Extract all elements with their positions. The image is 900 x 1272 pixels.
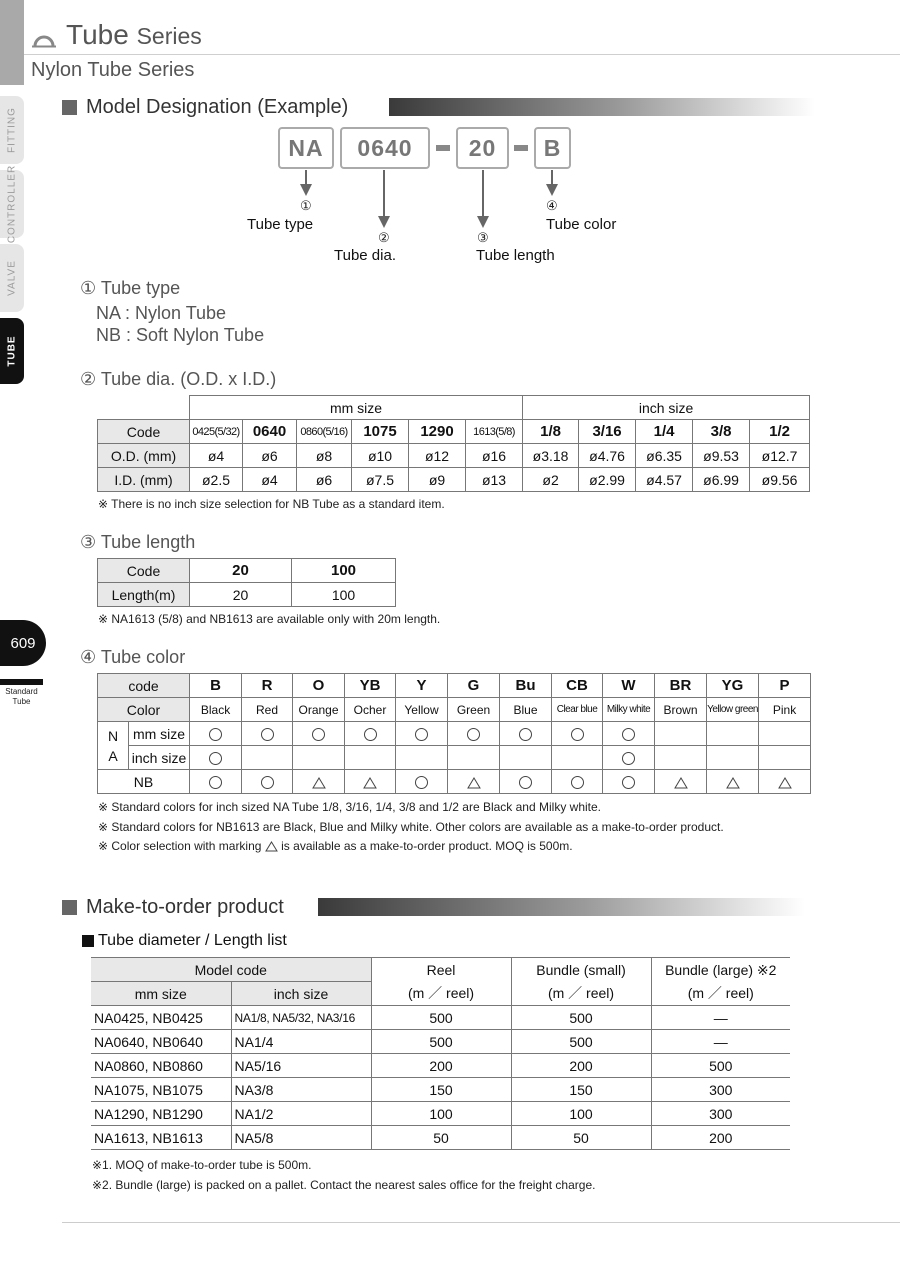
arrow-line bbox=[551, 170, 553, 184]
model-mm-cell: NA0640, NB0640 bbox=[91, 1030, 231, 1054]
subsection-title: Tube diameter / Length list bbox=[98, 932, 287, 949]
circle-icon bbox=[622, 752, 635, 765]
color-name: Ocher bbox=[345, 698, 396, 722]
reel-cell: 500 bbox=[371, 1030, 511, 1054]
label-tube-length: Tube length bbox=[476, 247, 555, 264]
row-label: Code bbox=[98, 559, 190, 583]
circle-icon bbox=[415, 728, 428, 741]
model-mm-cell: NA0425, NB0425 bbox=[91, 1006, 231, 1030]
page-title: Tube Series bbox=[66, 19, 202, 50]
availability-cell bbox=[345, 770, 396, 794]
color-name-row bbox=[98, 698, 811, 722]
od-cell: ø8 bbox=[297, 444, 352, 468]
availability-cell bbox=[707, 746, 759, 770]
circle-icon bbox=[209, 776, 222, 789]
color-code: Bu bbox=[500, 674, 552, 698]
mto-note-2: ※2. Bundle (large) is packed on a pallet. Contact the nearest sales office for the freight charge. bbox=[92, 1178, 596, 1192]
table-row bbox=[91, 1102, 790, 1126]
circle-icon bbox=[209, 752, 222, 765]
header-bundle-small: Bundle (small) (m ／ reel) bbox=[511, 958, 651, 1006]
label-tube-color: Tube color bbox=[546, 216, 617, 233]
color-name: Black bbox=[190, 698, 242, 722]
category-label: Standard Tube bbox=[5, 687, 38, 706]
availability-cell bbox=[707, 770, 759, 794]
mto-note-1: ※1. MOQ of make-to-order tube is 500m. bbox=[92, 1158, 312, 1172]
color-name: Yellow green bbox=[707, 698, 759, 722]
code-cell: 3/8 bbox=[693, 420, 750, 444]
tube-icon bbox=[32, 28, 56, 48]
arrow-down-icon bbox=[546, 184, 558, 196]
bundle-large-cell: 200 bbox=[651, 1126, 790, 1150]
subsection-square bbox=[82, 935, 94, 947]
id-cell: ø2.5 bbox=[190, 468, 243, 492]
availability-cell bbox=[396, 746, 448, 770]
model-inch-cell: NA5/8 bbox=[231, 1126, 371, 1150]
make-to-order-table bbox=[91, 957, 790, 1150]
arrow-line bbox=[383, 170, 385, 216]
row-label: NB bbox=[98, 770, 190, 794]
availability-cell bbox=[500, 746, 552, 770]
availability-cell bbox=[655, 770, 707, 794]
circle-icon bbox=[312, 728, 325, 741]
heading-tube-dia: ② Tube dia. (O.D. x I.D.) bbox=[80, 369, 277, 389]
tube-dia-note: ※ There is no inch size selection for NB Tube as a standard item. bbox=[98, 497, 445, 511]
color-name: Orange bbox=[293, 698, 345, 722]
side-tab-controller[interactable]: CONTROLLER bbox=[0, 170, 24, 238]
code-cell: 1613(5/8) bbox=[466, 420, 523, 444]
section-gradient-bar bbox=[389, 98, 815, 116]
bundle-small-cell: 500 bbox=[511, 1006, 651, 1030]
availability-cell bbox=[345, 746, 396, 770]
availability-cell bbox=[448, 722, 500, 746]
color-code: G bbox=[448, 674, 500, 698]
circle-icon bbox=[415, 776, 428, 789]
od-cell: ø10 bbox=[352, 444, 409, 468]
availability-cell bbox=[293, 722, 345, 746]
id-cell: ø2 bbox=[523, 468, 579, 492]
tube-color-note: ※ Standard colors for NB1613 are Black, Blue and Milky white. Other colors are available as a make-to-order product. bbox=[98, 820, 724, 834]
od-cell: ø16 bbox=[466, 444, 523, 468]
bundle-small-cell: 50 bbox=[511, 1126, 651, 1150]
id-cell: ø6 bbox=[297, 468, 352, 492]
table-row bbox=[91, 1006, 790, 1030]
color-name: Brown bbox=[655, 698, 707, 722]
label-number: ③ bbox=[477, 230, 489, 245]
code-box-dia: 0640 bbox=[340, 127, 430, 169]
availability-cell bbox=[500, 770, 552, 794]
circle-icon bbox=[519, 728, 532, 741]
circle-icon bbox=[209, 728, 222, 741]
circle-icon bbox=[467, 728, 480, 741]
row-label: Length(m) bbox=[98, 583, 190, 607]
code-box-length: 20 bbox=[456, 127, 509, 169]
triangle-icon bbox=[778, 777, 792, 789]
availability-cell bbox=[396, 722, 448, 746]
label-tube-dia: Tube dia. bbox=[334, 247, 396, 264]
triangle-icon bbox=[726, 777, 740, 789]
section-title: Make-to-order product bbox=[86, 895, 284, 918]
id-cell: ø9 bbox=[409, 468, 466, 492]
bundle-small-cell: 200 bbox=[511, 1054, 651, 1078]
header-mm-size: mm size bbox=[91, 982, 231, 1006]
od-cell: ø6 bbox=[243, 444, 297, 468]
availability-cell bbox=[759, 746, 811, 770]
page-subtitle: Nylon Tube Series bbox=[31, 59, 195, 81]
color-name: Pink bbox=[759, 698, 811, 722]
heading-tube-length: ③ Tube length bbox=[80, 532, 196, 552]
tube-length-table bbox=[97, 558, 396, 607]
color-name: Blue bbox=[500, 698, 552, 722]
circle-icon bbox=[622, 776, 635, 789]
availability-cell bbox=[500, 722, 552, 746]
heading-tube-color: ④ Tube color bbox=[80, 647, 186, 667]
table-row bbox=[91, 1030, 790, 1054]
label-number: ① bbox=[300, 198, 312, 213]
color-code: P bbox=[759, 674, 811, 698]
availability-cell bbox=[759, 722, 811, 746]
color-code: YG bbox=[707, 674, 759, 698]
availability-cell bbox=[655, 746, 707, 770]
availability-cell bbox=[190, 770, 242, 794]
arrow-line bbox=[482, 170, 484, 216]
id-cell: ø4 bbox=[243, 468, 297, 492]
bundle-large-cell: 500 bbox=[651, 1054, 790, 1078]
color-code: BR bbox=[655, 674, 707, 698]
code-cell: 1290 bbox=[409, 420, 466, 444]
arrow-down-icon bbox=[378, 216, 390, 228]
section-model-designation bbox=[62, 96, 348, 118]
color-code: Y bbox=[396, 674, 448, 698]
table-row bbox=[91, 1078, 790, 1102]
code-box-color: B bbox=[534, 127, 571, 169]
row-label: Color bbox=[98, 698, 190, 722]
section-gradient-bar bbox=[318, 898, 805, 916]
availability-cell bbox=[759, 770, 811, 794]
section-square bbox=[62, 900, 77, 915]
model-mm-cell: NA1290, NB1290 bbox=[91, 1102, 231, 1126]
triangle-icon bbox=[363, 777, 377, 789]
circle-icon bbox=[571, 728, 584, 741]
na-mm-row bbox=[98, 722, 811, 746]
model-mm-cell: NA0860, NB0860 bbox=[91, 1054, 231, 1078]
page-number: 609 bbox=[0, 620, 46, 666]
model-inch-cell: NA1/2 bbox=[231, 1102, 371, 1126]
circle-icon bbox=[571, 776, 584, 789]
label-number: ④ bbox=[546, 198, 558, 213]
length-code: 100 bbox=[292, 559, 396, 583]
row-label: I.D. (mm) bbox=[98, 468, 190, 492]
bundle-small-cell: 500 bbox=[511, 1030, 651, 1054]
availability-cell bbox=[293, 770, 345, 794]
code-cell: 1/4 bbox=[636, 420, 693, 444]
availability-cell bbox=[448, 746, 500, 770]
header-inch-size: inch size bbox=[231, 982, 371, 1006]
color-code: W bbox=[603, 674, 655, 698]
code-cell: 1/2 bbox=[750, 420, 810, 444]
na-label: N A bbox=[98, 722, 129, 770]
length-value: 20 bbox=[190, 583, 292, 607]
reel-cell: 100 bbox=[371, 1102, 511, 1126]
code-cell: 0860(5/16) bbox=[297, 420, 352, 444]
reel-cell: 150 bbox=[371, 1078, 511, 1102]
bundle-small-cell: 100 bbox=[511, 1102, 651, 1126]
tube-color-note: ※ Standard colors for inch sized NA Tube 1/8, 3/16, 1/4, 3/8 and 1/2 are Black and Milky white. bbox=[98, 800, 601, 814]
tube-length-note: ※ NA1613 (5/8) and NB1613 are available only with 20m length. bbox=[98, 612, 441, 626]
code-dash bbox=[514, 145, 528, 151]
bundle-large-cell: — bbox=[651, 1006, 790, 1030]
availability-cell bbox=[603, 722, 655, 746]
model-inch-cell: NA3/8 bbox=[231, 1078, 371, 1102]
triangle-icon bbox=[312, 777, 326, 789]
label-tube-type: Tube type bbox=[247, 216, 314, 233]
code-cell: 3/16 bbox=[579, 420, 636, 444]
row-label: Code bbox=[98, 420, 190, 444]
code-cell: 1/8 bbox=[523, 420, 579, 444]
bundle-small-cell: 150 bbox=[511, 1078, 651, 1102]
code-dash bbox=[436, 145, 450, 151]
availability-cell bbox=[190, 722, 242, 746]
header-reel: Reel (m ／ reel) bbox=[371, 958, 511, 1006]
id-cell: ø6.99 bbox=[693, 468, 750, 492]
color-name: Milky white bbox=[603, 698, 655, 722]
label-number: ② bbox=[378, 230, 390, 245]
bundle-large-cell: 300 bbox=[651, 1078, 790, 1102]
model-mm-cell: NA1075, NB1075 bbox=[91, 1078, 231, 1102]
availability-cell bbox=[242, 770, 293, 794]
tube-type-nb: NB : Soft Nylon Tube bbox=[96, 325, 265, 345]
header-inch-size: inch size bbox=[523, 396, 810, 420]
nb-row bbox=[98, 770, 811, 794]
circle-icon bbox=[261, 728, 274, 741]
code-row bbox=[98, 420, 810, 444]
od-cell: ø4.76 bbox=[579, 444, 636, 468]
reel-cell: 50 bbox=[371, 1126, 511, 1150]
id-row bbox=[98, 468, 810, 492]
od-cell: ø9.53 bbox=[693, 444, 750, 468]
availability-cell bbox=[345, 722, 396, 746]
side-tab-tube[interactable]: TUBE bbox=[0, 318, 24, 384]
length-code: 20 bbox=[190, 559, 292, 583]
section-square bbox=[62, 100, 77, 115]
row-label: O.D. (mm) bbox=[98, 444, 190, 468]
od-row bbox=[98, 444, 810, 468]
availability-cell bbox=[242, 746, 293, 770]
circle-icon bbox=[519, 776, 532, 789]
row-label: mm size bbox=[129, 722, 190, 746]
table-row bbox=[91, 1126, 790, 1150]
color-code: YB bbox=[345, 674, 396, 698]
arrow-down-icon bbox=[477, 216, 489, 228]
color-name: Yellow bbox=[396, 698, 448, 722]
id-cell: ø2.99 bbox=[579, 468, 636, 492]
od-cell: ø6.35 bbox=[636, 444, 693, 468]
circle-icon bbox=[622, 728, 635, 741]
category-bar bbox=[0, 679, 43, 685]
model-inch-cell: NA5/16 bbox=[231, 1054, 371, 1078]
availability-cell bbox=[552, 746, 603, 770]
availability-cell bbox=[655, 722, 707, 746]
availability-cell bbox=[448, 770, 500, 794]
availability-cell bbox=[552, 770, 603, 794]
section-title: Model Designation (Example) bbox=[86, 95, 349, 118]
triangle-icon bbox=[674, 777, 688, 789]
color-code-row bbox=[98, 674, 811, 698]
tube-color-note: ※ Color selection with marking is available as a make-to-order product. MOQ is 500m. bbox=[98, 839, 573, 853]
od-cell: ø12.7 bbox=[750, 444, 810, 468]
left-color-band bbox=[0, 0, 24, 85]
color-code: R bbox=[242, 674, 293, 698]
model-inch-cell: NA1/4 bbox=[231, 1030, 371, 1054]
triangle-icon bbox=[265, 841, 278, 852]
reel-cell: 200 bbox=[371, 1054, 511, 1078]
model-mm-cell: NA1613, NB1613 bbox=[91, 1126, 231, 1150]
availability-cell bbox=[293, 746, 345, 770]
color-code: CB bbox=[552, 674, 603, 698]
color-code: O bbox=[293, 674, 345, 698]
bundle-large-cell: 300 bbox=[651, 1102, 790, 1126]
header-bundle-large: Bundle (large) ※2 (m ／ reel) bbox=[651, 958, 790, 1006]
od-cell: ø12 bbox=[409, 444, 466, 468]
color-code: B bbox=[190, 674, 242, 698]
color-name: Green bbox=[448, 698, 500, 722]
availability-cell bbox=[603, 770, 655, 794]
row-label: inch size bbox=[129, 746, 190, 770]
tube-color-table bbox=[97, 673, 811, 794]
length-value: 100 bbox=[292, 583, 396, 607]
reel-cell: 500 bbox=[371, 1006, 511, 1030]
na-inch-row bbox=[98, 746, 811, 770]
tube-type-na: NA : Nylon Tube bbox=[96, 303, 227, 323]
side-tab-fitting[interactable]: FITTING bbox=[0, 96, 24, 164]
id-cell: ø13 bbox=[466, 468, 523, 492]
heading-tube-type: ① Tube type bbox=[80, 278, 181, 298]
table-row bbox=[91, 1054, 790, 1078]
side-tab-valve[interactable]: VALVE bbox=[0, 244, 24, 312]
circle-icon bbox=[261, 776, 274, 789]
model-inch-cell: NA1/8, NA5/32, NA3/16 bbox=[231, 1006, 371, 1030]
availability-cell bbox=[707, 722, 759, 746]
bundle-large-cell: — bbox=[651, 1030, 790, 1054]
availability-cell bbox=[242, 722, 293, 746]
od-cell: ø4 bbox=[190, 444, 243, 468]
row-label: code bbox=[98, 674, 190, 698]
footer-rule bbox=[62, 1222, 900, 1223]
id-cell: ø4.57 bbox=[636, 468, 693, 492]
code-cell: 0640 bbox=[243, 420, 297, 444]
availability-cell bbox=[396, 770, 448, 794]
color-name: Red bbox=[242, 698, 293, 722]
color-name: Clear blue bbox=[552, 698, 603, 722]
arrow-line bbox=[305, 170, 307, 184]
triangle-icon bbox=[467, 777, 481, 789]
header-model-code: Model code bbox=[91, 958, 371, 982]
code-box-type: NA bbox=[278, 127, 334, 169]
od-cell: ø3.18 bbox=[523, 444, 579, 468]
availability-cell bbox=[190, 746, 242, 770]
id-cell: ø7.5 bbox=[352, 468, 409, 492]
code-cell: 1075 bbox=[352, 420, 409, 444]
header-mm-size: mm size bbox=[190, 396, 523, 420]
availability-cell bbox=[552, 722, 603, 746]
availability-cell bbox=[603, 746, 655, 770]
id-cell: ø9.56 bbox=[750, 468, 810, 492]
circle-icon bbox=[364, 728, 377, 741]
section-make-to-order bbox=[62, 896, 284, 918]
tube-dia-table bbox=[97, 395, 810, 492]
code-cell: 0425(5/32) bbox=[190, 420, 243, 444]
arrow-down-icon bbox=[300, 184, 312, 196]
